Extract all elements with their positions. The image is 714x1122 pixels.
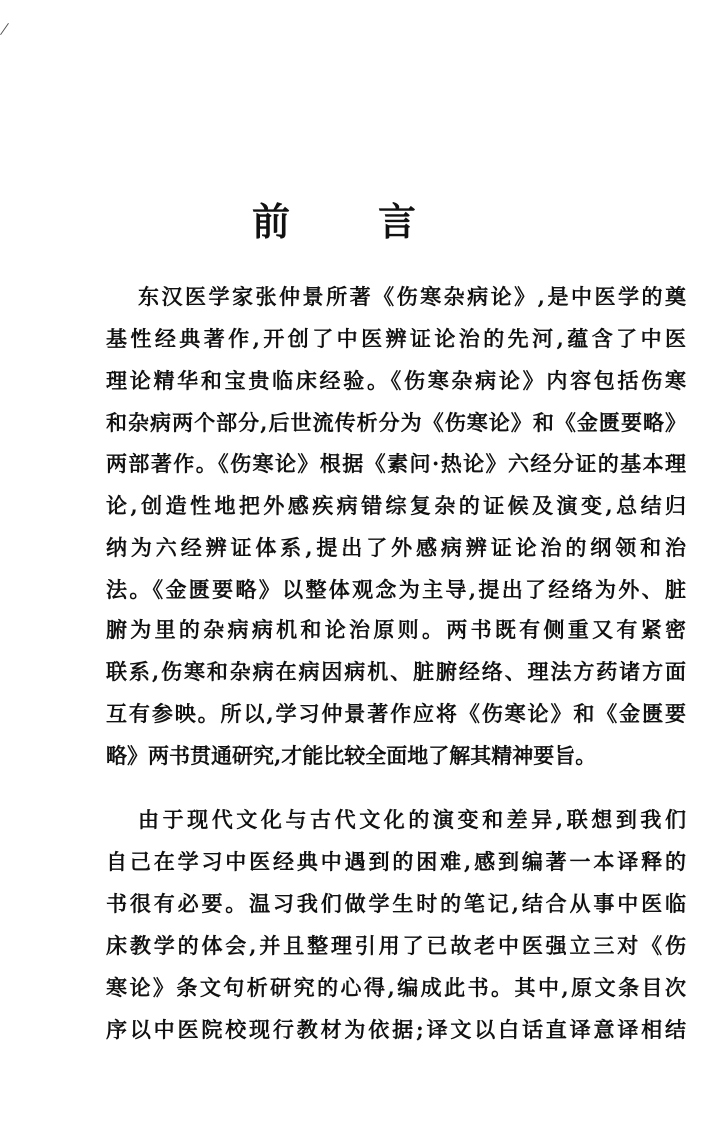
text-line: 纳为六经辨证体系,提出了外感病辨证论治的纲领和治 [106,535,686,560]
page-title-char-2: 言 [378,199,417,244]
text-line: 互有参映。所以,学习仲景著作应将《伤寒论》和《金匮要 [106,701,686,726]
text-line: 两部著作。《伤寒论》根据《素问·热论》六经分证的基本理 [106,451,686,476]
text-line: 寒论》条文句析研究的心得,编成此书。其中,原文条目次 [106,975,686,1000]
text-line: 自己在学习中医经典中遇到的困难,感到编著一本译释的 [106,849,686,874]
scan-mark [0,23,9,35]
text-line: 论,创造性地把外感疾病错综复杂的证候及演变,总结归 [106,493,686,518]
text-line: 书很有必要。温习我们做学生时的笔记,结合从事中医临 [106,891,686,916]
text-line: 和杂病两个部分,后世流传析分为《伤寒论》和《金匮要略》 [106,410,686,435]
text-line: 基性经典著作,开创了中医辨证论治的先河,蕴含了中医 [106,326,686,351]
page-title-char-1: 前 [252,199,291,244]
text-line: 东汉医学家张仲景所著《伤寒杂病论》,是中医学的奠 [138,284,686,309]
text-line: 略》两书贯通研究,才能比较全面地了解其精神要旨。 [106,743,597,768]
text-line: 由于现代文化与古代文化的演变和差异,联想到我们 [138,807,686,832]
text-line: 序以中医院校现行教材为依据;译文以白话直译意译相结 [106,1017,686,1042]
text-line: 法。《金匮要略》以整体观念为主导,提出了经络为外、脏 [106,577,686,602]
text-line: 床教学的体会,并且整理引用了已故老中医强立三对《伤 [106,933,686,958]
text-line: 联系,伤寒和杂病在病因病机、脏腑经络、理法方药诸方面 [106,659,686,684]
text-line: 理论精华和宝贵临床经验。《伤寒杂病论》内容包括伤寒 [106,368,686,393]
text-line: 腑为里的杂病病机和论治原则。两书既有侧重又有紧密 [106,617,686,642]
